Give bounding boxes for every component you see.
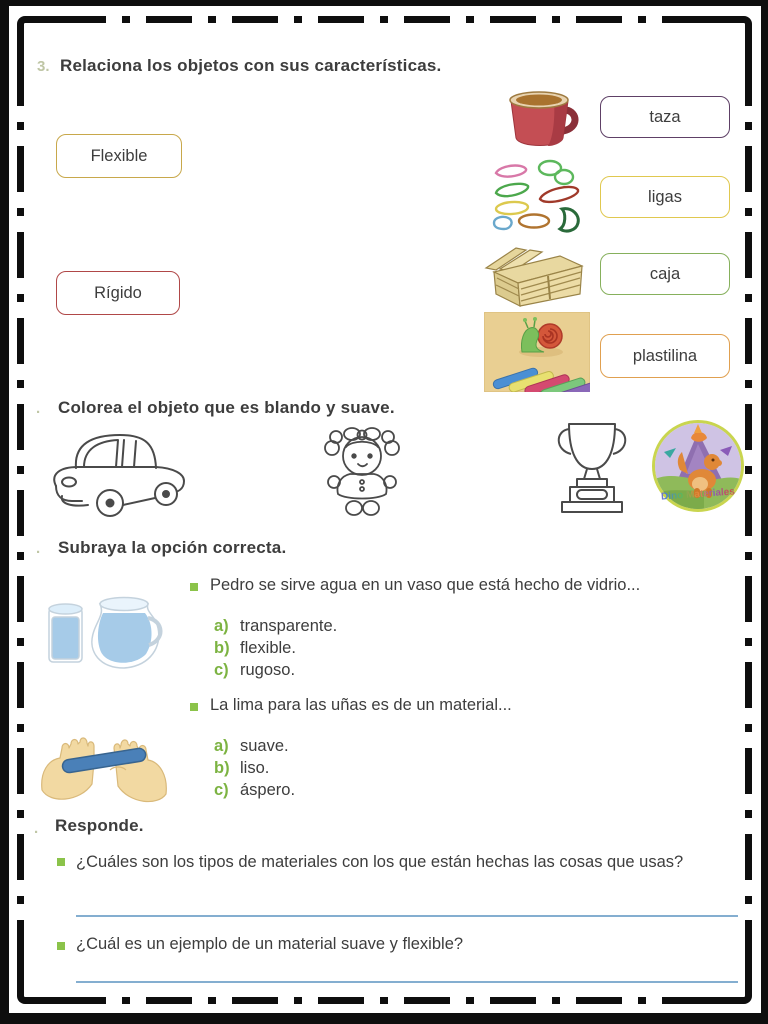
bullet-icon: [57, 942, 65, 950]
option-letter: c): [214, 781, 229, 799]
option-row[interactable]: [214, 661, 295, 680]
option-row[interactable]: [214, 781, 295, 800]
option-row[interactable]: [214, 759, 269, 778]
plasticine-image: [484, 312, 590, 392]
section-title-responde: Responde.: [55, 816, 144, 835]
match-option-rigido[interactable]: Rígido: [56, 271, 180, 315]
option-text: suave.: [240, 737, 289, 755]
trophy-outline[interactable]: [550, 416, 634, 520]
option-letter: b): [214, 639, 230, 657]
section-number: .: [36, 540, 41, 557]
match-label-caja[interactable]: caja: [600, 253, 730, 295]
dashed-border-right: [745, 60, 752, 964]
option-row[interactable]: [214, 737, 289, 756]
option-letter: c): [214, 661, 229, 679]
section-number: .: [36, 400, 41, 417]
option-row[interactable]: [214, 639, 296, 658]
bullet-icon: [190, 703, 198, 711]
option-text: rugoso.: [240, 661, 296, 679]
bullet-icon: [190, 583, 198, 591]
subraya-question-2: La lima para las uñas es de un material...: [210, 696, 512, 714]
car-outline[interactable]: [42, 424, 192, 518]
dashed-border-left: [17, 60, 24, 964]
bullet-icon: [57, 858, 65, 866]
match-label-taza[interactable]: taza: [600, 96, 730, 138]
section-number: 3.: [37, 58, 50, 75]
logo-text: Dino Materiales: [650, 486, 747, 504]
mug-image: [502, 88, 582, 152]
hands-with-nail-file: [38, 710, 170, 806]
responde-question-2: ¿Cuál es un ejemplo de un material suave y flexible?: [76, 935, 464, 953]
dino-materiales-logo[interactable]: [650, 418, 746, 514]
subraya-question-1: Pedro se sirve agua en un vaso que está hecho de vidrio...: [210, 576, 641, 594]
answer-line-2[interactable]: [76, 981, 738, 983]
option-text: transparente.: [240, 617, 338, 635]
option-text: liso.: [240, 759, 270, 777]
water-pitcher-and-glass: [42, 578, 168, 678]
answer-line-1[interactable]: [76, 915, 738, 917]
section-title-relaciona: Relaciona los objetos con sus características.: [60, 56, 442, 75]
match-label-ligas[interactable]: ligas: [600, 176, 730, 218]
dashed-border-top: [60, 16, 708, 23]
option-letter: b): [214, 759, 230, 777]
option-text: áspero.: [240, 781, 296, 799]
section-title-subraya: Subraya la opción correcta.: [58, 538, 287, 557]
option-letter: a): [214, 737, 229, 755]
responde-question-1: ¿Cuáles son los tipos de materiales con los que están hechas las cosas que usas?: [76, 853, 684, 871]
match-option-flexible[interactable]: Flexible: [56, 134, 182, 178]
section-title-colorea: Colorea el objeto que es blando y suave.: [58, 398, 395, 417]
section-number: .: [34, 820, 39, 837]
option-text: flexible.: [240, 639, 296, 657]
rubber-bands-image: [488, 157, 586, 235]
option-row[interactable]: [214, 617, 337, 636]
match-label-plastilina[interactable]: plastilina: [600, 334, 730, 378]
dashed-border-bottom: [60, 997, 708, 1004]
wooden-crate-image: [484, 238, 588, 312]
option-letter: a): [214, 617, 229, 635]
doll-outline[interactable]: [320, 426, 404, 518]
